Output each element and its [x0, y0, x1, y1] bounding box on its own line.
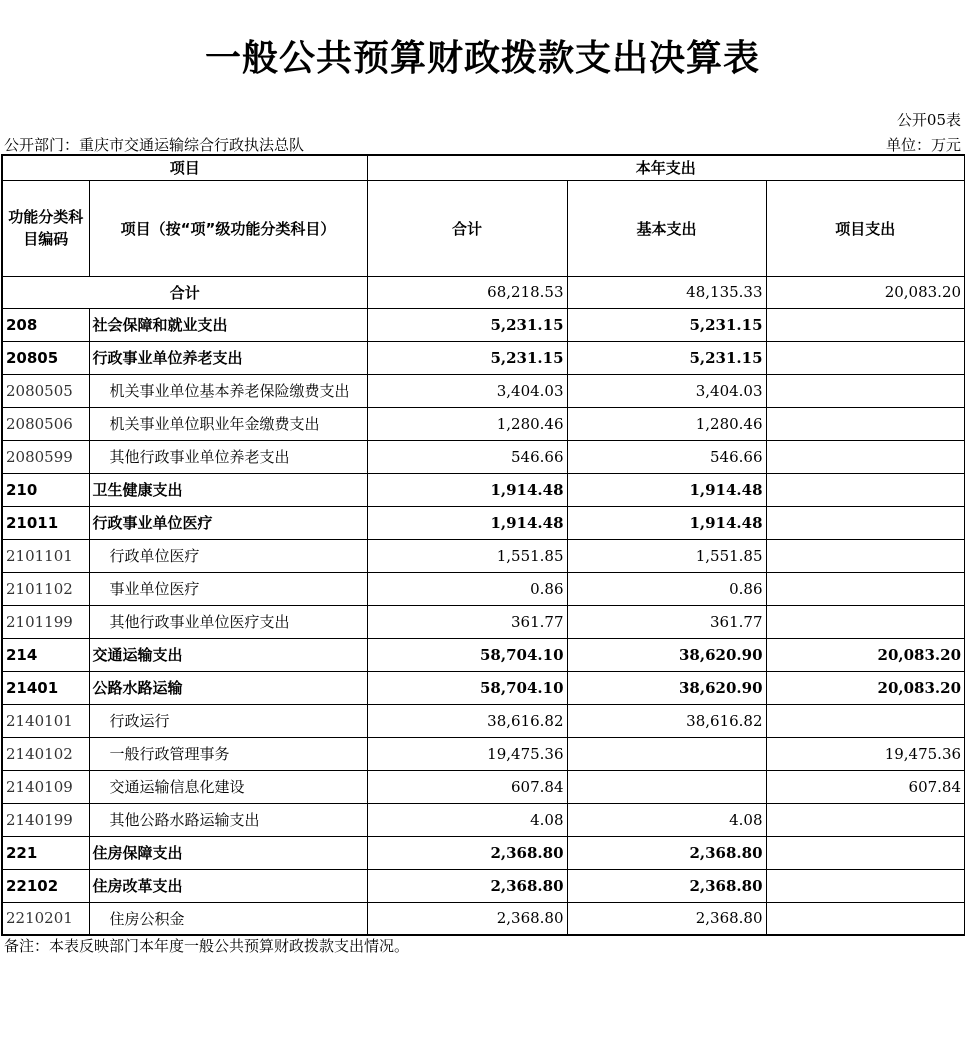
table-row: [2, 473, 965, 506]
row-project: [766, 539, 965, 572]
row-project: [766, 572, 965, 605]
table-row: [2, 770, 965, 803]
header-basic: 基本支出: [567, 180, 766, 276]
row-project: [766, 374, 965, 407]
row-code: 210: [2, 473, 89, 506]
row-code: 2140101: [2, 704, 89, 737]
row-code: 2210201: [2, 902, 89, 935]
table-row: [2, 374, 965, 407]
row-total: 361.77: [367, 605, 567, 638]
header-project: 项目: [2, 155, 367, 180]
row-basic: 1,914.48: [567, 506, 766, 539]
row-name: 交通运输信息化建设: [89, 770, 367, 803]
header-row-group: [2, 155, 965, 180]
table-row: [2, 506, 965, 539]
row-project: [766, 341, 965, 374]
row-basic: 2,368.80: [567, 869, 766, 902]
row-name: 其他公路水路运输支出: [89, 803, 367, 836]
header-code: 功能分类科目编码: [2, 180, 89, 276]
row-code: 22102: [2, 869, 89, 902]
row-basic: [567, 770, 766, 803]
row-code: 2140199: [2, 803, 89, 836]
row-basic: 1,914.48: [567, 473, 766, 506]
row-basic: 2,368.80: [567, 902, 766, 935]
row-name: 机关事业单位基本养老保险缴费支出: [89, 374, 367, 407]
header-project-exp: 项目支出: [766, 180, 965, 276]
row-basic: 1,280.46: [567, 407, 766, 440]
row-code: 2080505: [2, 374, 89, 407]
row-project: [766, 836, 965, 869]
row-basic: 546.66: [567, 440, 766, 473]
row-total: 607.84: [367, 770, 567, 803]
row-name: 行政单位医疗: [89, 539, 367, 572]
table-row: [2, 539, 965, 572]
row-total: 2,368.80: [367, 869, 567, 902]
row-project: [766, 704, 965, 737]
unit-label: 单位：万元: [885, 136, 961, 154]
row-total: 5,231.15: [367, 341, 567, 374]
row-code: 21011: [2, 506, 89, 539]
row-project: 607.84: [766, 770, 965, 803]
table-row: [2, 638, 965, 671]
table-row: [2, 341, 965, 374]
row-project: [766, 605, 965, 638]
row-basic: 3,404.03: [567, 374, 766, 407]
row-total: 1,280.46: [367, 407, 567, 440]
department-label: 公开部门：重庆市交通运输综合行政执法总队: [4, 136, 305, 154]
header-item-name: 项目（按“项”级功能分类科目）: [89, 180, 367, 276]
row-name: 住房保障支出: [89, 836, 367, 869]
row-basic: [567, 737, 766, 770]
row-code: 221: [2, 836, 89, 869]
row-name: 机关事业单位职业年金缴费支出: [89, 407, 367, 440]
table-row: [2, 902, 965, 935]
total-basic: 48,135.33: [567, 276, 766, 308]
row-project: 20,083.20: [766, 671, 965, 704]
row-code: 2101199: [2, 605, 89, 638]
row-code: 208: [2, 308, 89, 341]
row-basic: 0.86: [567, 572, 766, 605]
row-basic: 2,368.80: [567, 836, 766, 869]
row-basic: 5,231.15: [567, 308, 766, 341]
row-total: 38,616.82: [367, 704, 567, 737]
row-code: 2140102: [2, 737, 89, 770]
table-row: [2, 836, 965, 869]
form-number: 公开05表: [896, 111, 961, 129]
row-code: 2140109: [2, 770, 89, 803]
row-project: [766, 308, 965, 341]
row-project: [766, 473, 965, 506]
total-sum: 68,218.53: [367, 276, 567, 308]
row-name: 住房改革支出: [89, 869, 367, 902]
row-name: 一般行政管理事务: [89, 737, 367, 770]
total-project: 20,083.20: [766, 276, 965, 308]
expenditure-table: [1, 154, 965, 936]
row-basic: 4.08: [567, 803, 766, 836]
table-row: [2, 440, 965, 473]
row-basic: 38,620.90: [567, 671, 766, 704]
row-project: [766, 407, 965, 440]
row-total: 4.08: [367, 803, 567, 836]
row-total: 58,704.10: [367, 638, 567, 671]
row-code: 21401: [2, 671, 89, 704]
row-name: 社会保障和就业支出: [89, 308, 367, 341]
row-project: [766, 902, 965, 935]
row-name: 事业单位医疗: [89, 572, 367, 605]
row-name: 卫生健康支出: [89, 473, 367, 506]
header-row-columns: [2, 180, 965, 276]
header-total: 合计: [367, 180, 567, 276]
header-current-year: 本年支出: [367, 155, 965, 180]
row-name: 行政事业单位养老支出: [89, 341, 367, 374]
row-name: 行政运行: [89, 704, 367, 737]
row-total: 1,914.48: [367, 473, 567, 506]
table-row: [2, 572, 965, 605]
row-code: 214: [2, 638, 89, 671]
row-name: 公路水路运输: [89, 671, 367, 704]
table-row: [2, 737, 965, 770]
table-row: [2, 803, 965, 836]
row-code: 2101101: [2, 539, 89, 572]
row-name: 行政事业单位医疗: [89, 506, 367, 539]
row-total: 19,475.36: [367, 737, 567, 770]
row-basic: 1,551.85: [567, 539, 766, 572]
row-total: 2,368.80: [367, 902, 567, 935]
row-total: 2,368.80: [367, 836, 567, 869]
row-project: [766, 803, 965, 836]
row-total: 1,914.48: [367, 506, 567, 539]
table-row: [2, 869, 965, 902]
row-project: [766, 440, 965, 473]
row-basic: 38,616.82: [567, 704, 766, 737]
row-project: 19,475.36: [766, 737, 965, 770]
row-total: 5,231.15: [367, 308, 567, 341]
row-code: 2101102: [2, 572, 89, 605]
total-label: 合计: [2, 276, 367, 308]
row-code: 20805: [2, 341, 89, 374]
footnote: 备注：本表反映部门本年度一般公共预算财政拨款支出情况。: [4, 937, 410, 955]
table-row: [2, 605, 965, 638]
row-basic: 361.77: [567, 605, 766, 638]
row-total: 546.66: [367, 440, 567, 473]
row-name: 其他行政事业单位医疗支出: [89, 605, 367, 638]
row-name: 其他行政事业单位养老支出: [89, 440, 367, 473]
row-basic: 5,231.15: [567, 341, 766, 374]
row-total: 58,704.10: [367, 671, 567, 704]
row-name: 住房公积金: [89, 902, 367, 935]
row-code: 2080506: [2, 407, 89, 440]
row-code: 2080599: [2, 440, 89, 473]
row-project: 20,083.20: [766, 638, 965, 671]
row-project: [766, 869, 965, 902]
table-row: [2, 407, 965, 440]
page-title: 一般公共预算财政拨款支出决算表: [204, 38, 760, 79]
row-project: [766, 506, 965, 539]
row-total: 1,551.85: [367, 539, 567, 572]
row-basic: 38,620.90: [567, 638, 766, 671]
table-row: [2, 671, 965, 704]
row-total: 3,404.03: [367, 374, 567, 407]
table-row: [2, 704, 965, 737]
row-total: 0.86: [367, 572, 567, 605]
table-row: [2, 308, 965, 341]
row-name: 交通运输支出: [89, 638, 367, 671]
total-row: [2, 276, 965, 308]
